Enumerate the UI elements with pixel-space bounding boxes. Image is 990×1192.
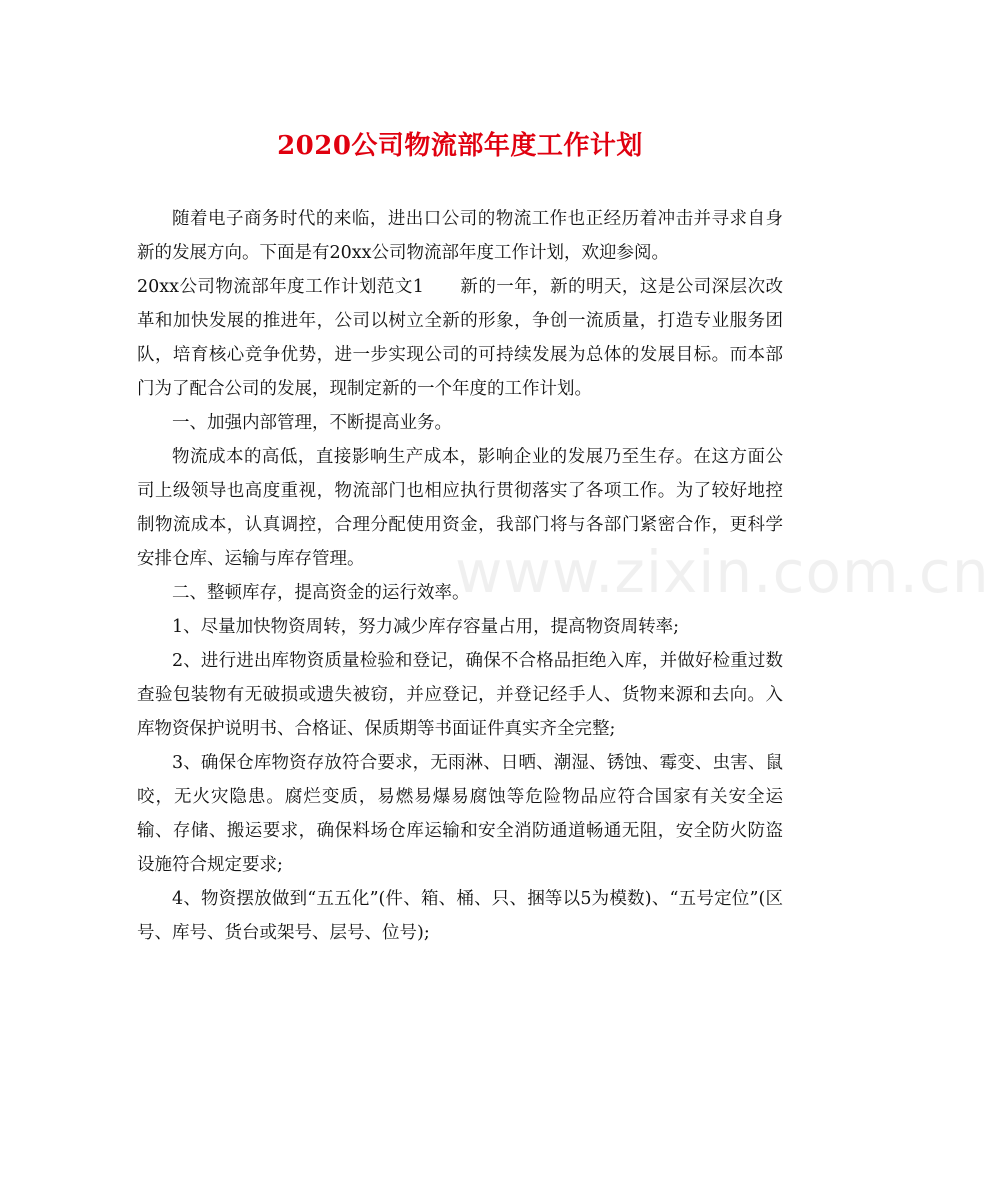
document-title: 2020公司物流部年度工作计划 bbox=[277, 131, 643, 161]
paragraph-logistics-cost: 物流成本的高低，直接影响生产成本，影响企业的发展乃至生存。在这方面公司上级领导也高度重视，物流部门也相应执行贯彻落实了各项工作。为了较好地控制物流成本，认真调控，合理分配使用资金，我部门将与各部门紧密合作，更科学安排仓库、运输与库存管理。 bbox=[137, 447, 783, 569]
watermark: www.zixin.com.cn bbox=[455, 538, 990, 606]
list-item-3: 3、确保仓库物资存放符合要求，无雨淋、日晒、潮湿、锈蚀、霉变、虫害、鼠咬，无火灾隐患。腐烂变质，易燃易爆易腐蚀等危险物品应符合国家有关安全运输、存储、搬运要求，确保料场仓库运输和安全消防通道畅通无阻，安全防火防盗设施符合规定要求; bbox=[137, 753, 783, 875]
list-item-1: 1、尽量加快物资周转，努力减少库存容量占用，提高物资周转率; bbox=[172, 617, 680, 637]
paragraph-sample-1 bbox=[137, 270, 783, 406]
sample-heading-label: 20xx公司物流部年度工作计划范文1 bbox=[137, 277, 424, 297]
list-item-4: 4、物资摆放做到“五五化”(件、箱、桶、只、捆等以5为模数)、“五号定位”(区号、库号、货台或架号、层号、位号); bbox=[137, 889, 783, 943]
paragraph-intro: 随着电子商务时代的来临，进出口公司的物流工作也正经历着冲击并寻求自身新的发展方向。下面是有20xx公司物流部年度工作计划，欢迎参阅。 bbox=[137, 209, 783, 263]
sample-body-text: 新的一年，新的明天，这是公司深层次改革和加快发展的推进年，公司以树立全新的形象，争创一流质量，打造专业服务团队，培育核心竞争优势，进一步实现公司的可持续发展为总体的发展目标。而本部门为了配合公司的发展，现制定新的一个年度的工作计划。 bbox=[137, 277, 784, 399]
section-heading-inventory: 二、整顿库存，提高资金的运行效率。 bbox=[172, 583, 470, 603]
document-body bbox=[137, 202, 783, 950]
list-item-2: 2、进行进出库物资质量检验和登记，确保不合格品拒绝入库，并做好检重过数查验包装物有无破损或遗失被窃，并应登记，并登记经手人、货物来源和去向。入库物资保护说明书、合格证、保质期等书面证件真实齐全完整; bbox=[137, 651, 783, 739]
section-heading-internal-management: 一、加强内部管理，不断提高业务。 bbox=[172, 413, 452, 433]
